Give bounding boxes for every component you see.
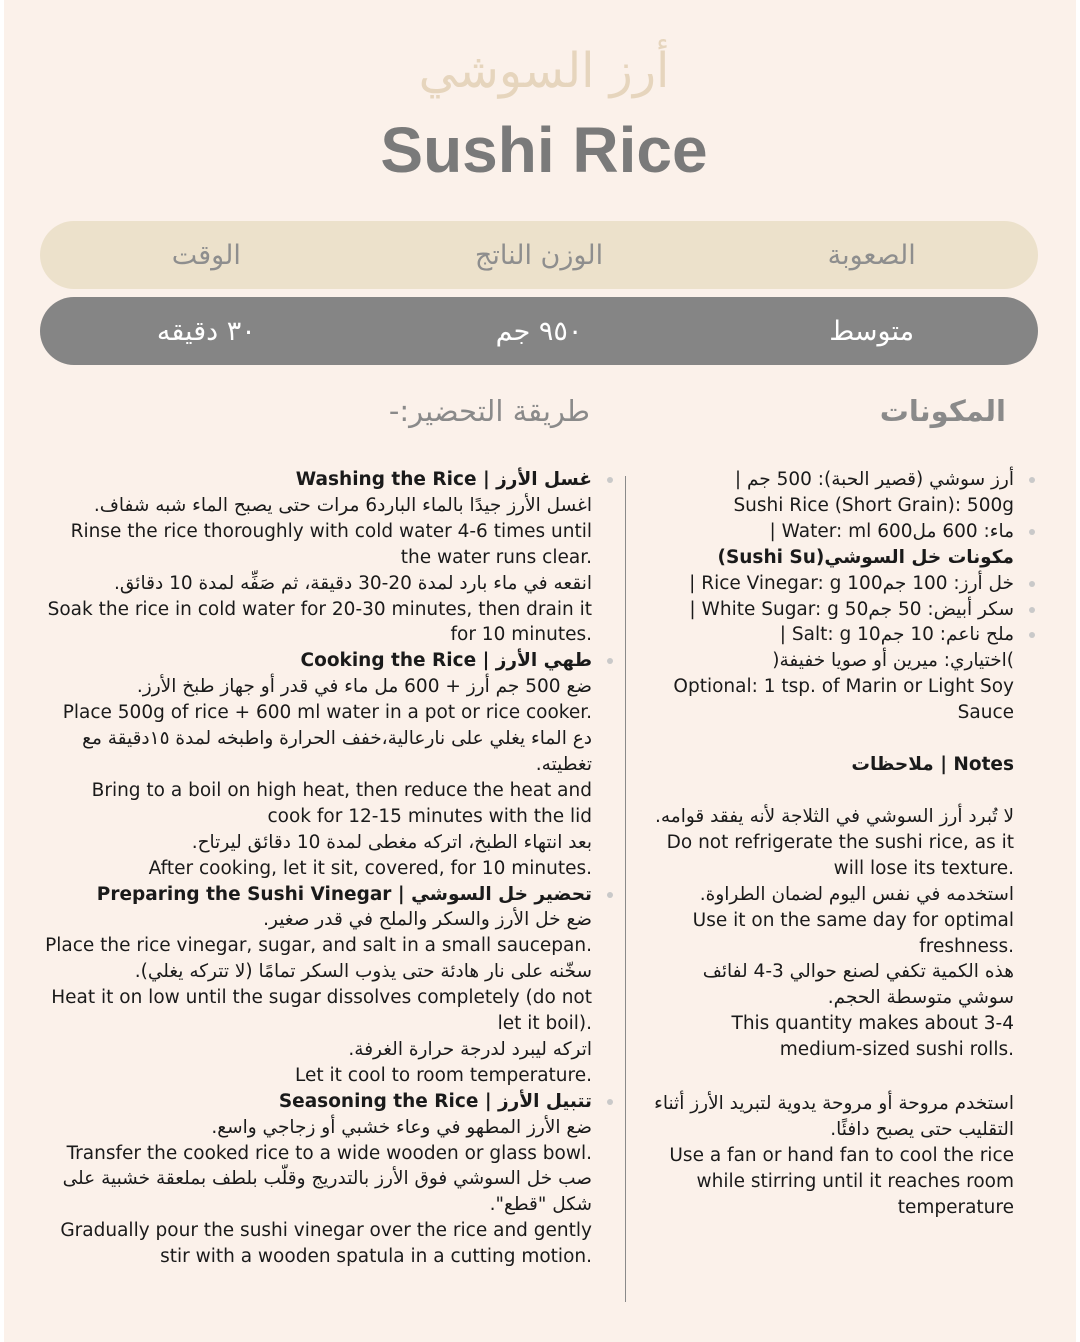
method-line-en: Place the rice vinegar, sugar, and salt in a small saucepan. (45, 935, 592, 957)
method-line-ar: دع الماء يغلي على نارعالية،خفف الحرارة واطبخه لمدة ١٥دقيقة مع تغطيته. (82, 728, 592, 775)
title-english: Sushi Rice (380, 114, 708, 186)
recipe-page (4, 0, 1076, 1342)
method-line-ar: ضع الأرز المطهو في وعاء خشبي أو زجاجي واسع. (211, 1116, 592, 1138)
vinegar-ingredients-heading: مكونات خل السوشي(Sushi Su) (717, 546, 1014, 568)
info-labels-bar (40, 221, 1038, 289)
method-line-en: Gradually pour the sushi vinegar over the rice and gently stir with a wooden spatula in a cutting motion. (60, 1220, 592, 1268)
method-heading: طريقة التحضير:- (388, 394, 590, 428)
method-line-en: Transfer the cooked rice to a wide wooden or glass bowl. (66, 1142, 592, 1164)
method-line-ar: انقعه في ماء بارد لمدة 20-30 دقيقة، ثم صَفِّه لمدة 10 دقائق. (114, 572, 592, 594)
note-en: Use it on the same day for optimal freshness. (692, 909, 1014, 957)
note-en: Use a fan or hand fan to cool the rice while stirring until it reaches room temperature (669, 1144, 1014, 1218)
ingredient-sugar: سكر أبيض: 50 جم50 White Sugar: g | (644, 597, 1014, 623)
time-label: الوقت (171, 239, 241, 271)
method-line-ar: اتركه ليبرد لدرجة حرارة الغرفة. (348, 1038, 592, 1060)
yield-value: ٩٥٠ جم (495, 315, 583, 347)
method-line-en: Rinse the rice thoroughly with cold water 4-6 times until the water runs clear. (70, 520, 592, 568)
note-ar: استخدمه في نفس اليوم لضمان الطراوة. (699, 883, 1014, 905)
note-ar: استخدم مروحة أو مروحة يدوية لتبريد الأرز أثناء التقليب حتى يصبح دافئًا. (654, 1093, 1014, 1140)
method-step-heading: طهي الأرز | Cooking the Rice (44, 648, 592, 674)
method-line-en: Let it cool to room temperature. (295, 1064, 592, 1086)
method-column (44, 467, 592, 1270)
note-ar: لا تُبرد أرز السوشي في الثلاجة لأنه يفقد قوامه. (655, 805, 1014, 827)
method-line-ar: بعد انتهاء الطبخ، اتركه مغطى لمدة 10 دقائق ليرتاح. (191, 831, 592, 853)
note-en: This quantity makes about 3-4 medium-sized sushi rolls. (731, 1013, 1014, 1061)
method-line-en: After cooking, let it sit, covered, for 10 minutes. (148, 857, 592, 879)
method-line-ar: صب خل السوشي فوق الأرز بالتدريج وقلّب بلطف بملعقة خشبية على شكل "قطع". (62, 1168, 592, 1216)
note-en: Do not refrigerate the sushi rice, as it will lose its texture. (666, 831, 1014, 879)
method-step-heading: تتبيل الأرز | Seasoning the Rice (44, 1089, 592, 1115)
ingredient-optional-en: Optional: 1 tsp. of Marin or Light Soy Sauce (673, 676, 1014, 724)
method-line-en: Bring to a boil on high heat, then reduce the heat and cook for 12-15 minutes with the lid (91, 779, 592, 827)
method-line-en: Soak the rice in cold water for 20-30 minutes, then drain it for 10 minutes. (47, 598, 592, 646)
method-line-en: Place 500g of rice + 600 ml water in a pot or rice cooker. (62, 702, 592, 724)
ingredient-rice-en: Sushi Rice (Short Grain): 500g (733, 494, 1014, 516)
ingredients-column (644, 467, 1014, 1221)
method-line-ar: اغسل الأرز جيدًا بالماء البارد6 مرات حتى يصبح الماء شبه شفاف. (93, 494, 592, 516)
ingredient-salt: ملح ناعم: 10 جم10 Salt: g | (644, 622, 1014, 648)
ingredient-rice-ar: أرز سوشي (قصير الحبة): 500 جم | (644, 467, 1014, 493)
method-line-ar: ضع 500 جم أرز + 600 مل ماء في قدر أو جهاز طبخ الأرز. (136, 676, 592, 698)
difficulty-label: الصعوبة (827, 239, 916, 271)
title-arabic: أرز السوشي (418, 43, 670, 99)
difficulty-value: متوسط (829, 315, 915, 347)
method-step-heading: تحضير خل السوشي | Preparing the Sushi Vinegar (44, 882, 592, 908)
info-values-bar (40, 297, 1038, 365)
time-value: ٣٠ دقيقه (156, 315, 256, 347)
method-line-ar: سخّنه على نار هادئة حتى يذوب السكر تمامًا (لا تتركه يغلي). (134, 961, 592, 983)
note-ar: هذه الكمية تكفي لصنع حوالي 3-4 لفائف سوشي متوسطة الحجم. (702, 961, 1014, 1009)
ingredient-water: ماء: 600 مل600 Water: ml | (644, 519, 1014, 545)
notes-heading: Notes | ملاحظات (851, 754, 1014, 776)
method-line-en: Heat it on low until the sugar dissolves completely (do not let it boil). (51, 987, 592, 1035)
ingredient-rice-vinegar: خل أرز: 100 جم100 Rice Vinegar: g | (644, 571, 1014, 597)
method-line-ar: ضع خل الأرز والسكر والملح في قدر صغير. (263, 909, 592, 931)
ingredients-heading: المكونات (879, 394, 1006, 428)
ingredient-optional-ar: )اختياري: ميرين أو صويا خفيفة( (772, 650, 1014, 672)
column-divider (625, 476, 626, 1302)
yield-label: الوزن الناتج (474, 239, 604, 271)
method-step-heading: غسل الأرز | Washing the Rice (44, 467, 592, 493)
